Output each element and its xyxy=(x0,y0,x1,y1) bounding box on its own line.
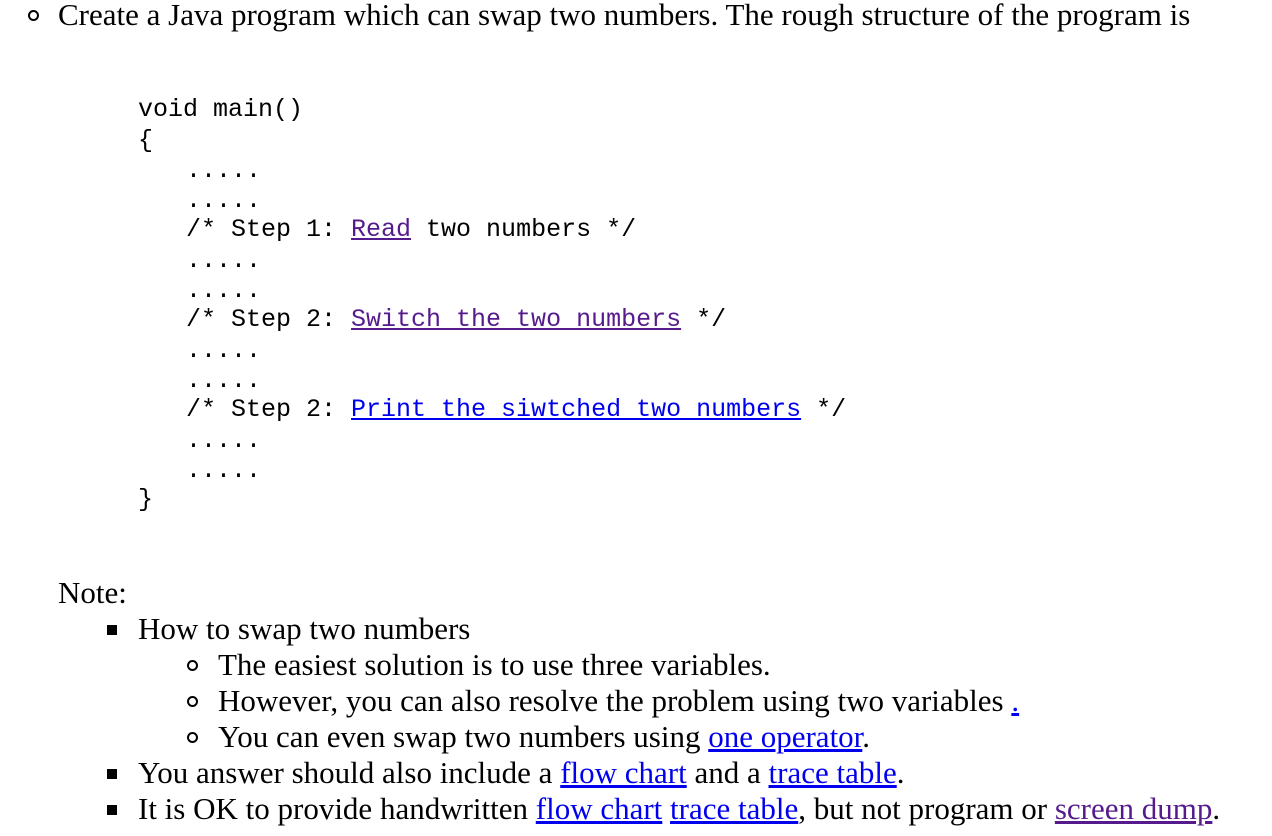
switch-numbers-link[interactable]: Switch the two numbers xyxy=(351,305,682,334)
code-step3-line: /* Step 2: Print the siwtched two numbers */ xyxy=(186,395,847,424)
circle-bullet-icon xyxy=(187,660,198,671)
trace-table-link[interactable]: trace table xyxy=(768,755,897,790)
flow-chart-link[interactable]: flow chart xyxy=(560,755,687,790)
two-variables-link[interactable]: . xyxy=(1011,683,1020,718)
print-switched-link[interactable]: Print the siwtched two numbers xyxy=(351,395,802,424)
read-link[interactable]: Read xyxy=(351,215,412,244)
flow-chart-link[interactable]: flow chart xyxy=(535,791,663,826)
code-dots: ..... xyxy=(186,336,262,365)
code-step1-line: /* Step 1: Read two numbers */ xyxy=(186,215,637,244)
circle-bullet-icon xyxy=(28,10,39,21)
code-dots: ..... xyxy=(186,156,262,185)
code-step2-line: /* Step 2: Switch the two numbers */ xyxy=(186,305,727,334)
code-open-brace: { xyxy=(138,126,154,155)
note-sub-one-operator: You can even swap two numbers using one operator. xyxy=(218,719,871,754)
circle-bullet-icon xyxy=(187,732,198,743)
trace-table-link[interactable]: trace table xyxy=(670,791,799,826)
code-dots: ..... xyxy=(186,456,262,485)
intro-text: Create a Java program which can swap two numbers. The rough structure of the program is xyxy=(58,0,1191,32)
note-sub-three-vars: The easiest solution is to use three variables. xyxy=(218,647,771,682)
note-item-include: You answer should also include a flow chart and a trace table. xyxy=(138,755,905,790)
square-bullet-icon xyxy=(107,805,117,815)
square-bullet-icon xyxy=(107,769,117,779)
code-dots: ..... xyxy=(186,276,262,305)
code-dots: ..... xyxy=(186,246,262,275)
square-bullet-icon xyxy=(107,625,117,635)
code-close-brace: } xyxy=(138,485,154,514)
code-dots: ..... xyxy=(186,366,262,395)
code-signature: void main() xyxy=(138,95,304,124)
code-dots: ..... xyxy=(186,186,262,215)
circle-bullet-icon xyxy=(187,696,198,707)
one-operator-link[interactable]: one operator xyxy=(708,719,863,754)
screen-dump-link[interactable]: screen dump xyxy=(1054,791,1213,826)
note-label: Note: xyxy=(58,575,127,610)
note-item-swap: How to swap two numbers xyxy=(138,611,471,646)
note-item-handwritten: It is OK to provide handwritten flow chart trace table, but not program or screen dump. xyxy=(138,791,1221,826)
code-dots: ..... xyxy=(186,426,262,455)
note-sub-two-vars: However, you can also resolve the problem using two variables . xyxy=(218,683,1020,718)
